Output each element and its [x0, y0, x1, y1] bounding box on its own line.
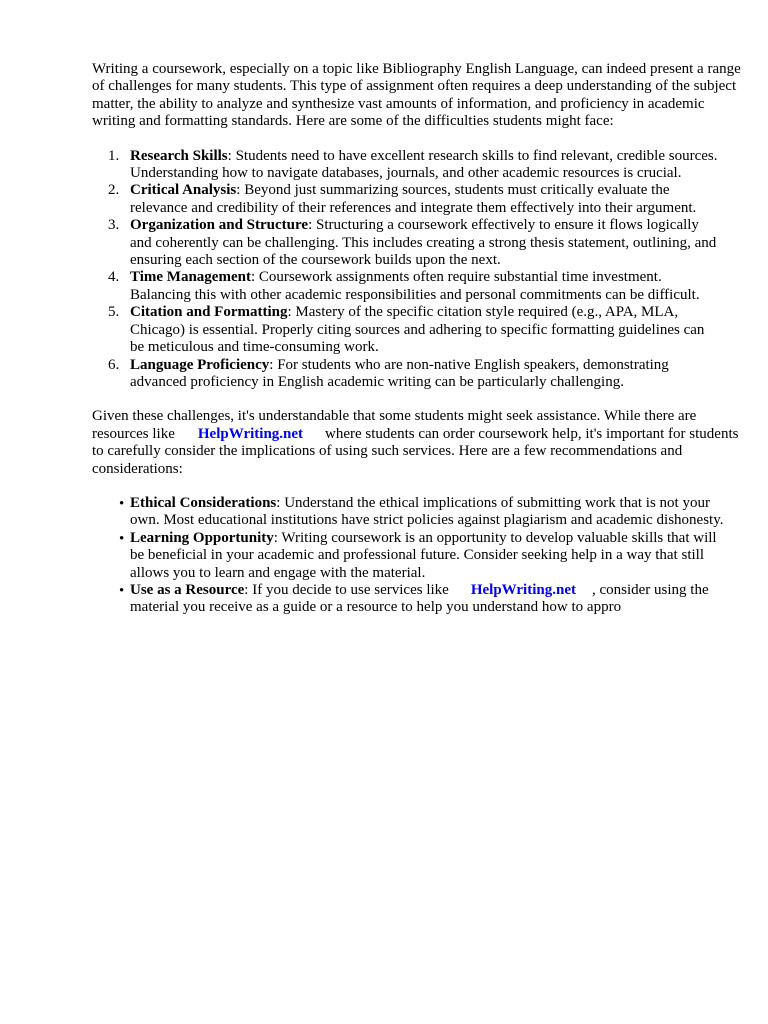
- list-item-separator: :: [269, 356, 274, 373]
- helpwriting-link[interactable]: HelpWriting.net: [197, 425, 304, 442]
- list-item-separator: :: [244, 581, 249, 598]
- list-item-separator: :: [276, 494, 281, 511]
- list-number: 5.: [108, 304, 120, 321]
- bullet-icon: •: [119, 530, 125, 547]
- document-page: [92, 61, 742, 617]
- list-item-text: Students need to have excellent research skills to find relevant, credible sources. Understanding how to navigate databases, journals, and other academic resources is crucial.: [130, 147, 718, 182]
- list-number: 1.: [108, 147, 120, 164]
- list-item-text: If you decide to use services like: [248, 581, 449, 598]
- list-item-title: Learning Opportunity: [130, 529, 274, 546]
- second-paragraph: [92, 408, 742, 478]
- list-item-title: Time Management: [130, 269, 251, 286]
- list-item-separator: :: [287, 304, 292, 321]
- list-number: 2.: [108, 182, 120, 199]
- list-item-title: Ethical Considerations: [130, 494, 277, 511]
- list-item: [92, 582, 730, 617]
- list-item: [92, 269, 720, 304]
- list-item-title: Organization and Structure: [130, 217, 309, 234]
- bullet-icon: •: [119, 582, 125, 599]
- list-item-text: Coursework assignments often require substantial time investment. Balancing this with other academic responsibilities and personal commitments can be difficult.: [130, 269, 700, 303]
- list-item-title: Critical Analysis: [130, 182, 237, 199]
- list-item-separator: :: [250, 269, 256, 286]
- list-item: [92, 495, 730, 530]
- paragraph-text: Given these challenges, it's understandable that some students might seek assistance. While there are resources like: [92, 408, 697, 442]
- list-item-text: Understand the ethical implications of submitting work that is not your own. Most educational institutions have strict policies against plagiarism and academic dishonesty.: [130, 494, 724, 529]
- list-item: [92, 304, 720, 356]
- list-item-title: Research Skills: [130, 147, 228, 164]
- intro-paragraph: Writing a coursework, especially on a topic like Bibliography English Language, can indeed present a range of challenges for many students. This type of assignment often requires a deep understanding of the subject matter, the ability to analyze and synthesize vast amounts of information, and proficiency in academic writing and formatting standards. Here are some of the difficulties students might face:: [92, 61, 741, 130]
- list-item-separator: :: [227, 147, 232, 164]
- list-item-title: Use as a Resource: [130, 581, 245, 598]
- paragraph-text: where students can order coursework help, it's important for students to carefully consider the implications of using such services. Here are a few recommendations and considerations:: [92, 425, 739, 477]
- challenges-list: [92, 148, 742, 392]
- list-number: 4.: [108, 269, 120, 286]
- list-item: [92, 357, 720, 392]
- list-number: 6.: [108, 356, 120, 373]
- list-item: [92, 182, 720, 217]
- list-item: [92, 530, 730, 582]
- list-item-text: Beyond just summarizing sources, students must critically evaluate the relevance and credibility of their references and integrate them effectively into their argument.: [130, 182, 697, 216]
- list-item-text: For students who are non-native English speakers, demonstrating advanced proficiency in English academic writing can be particularly challenging.: [130, 356, 669, 390]
- list-item-title: Language Proficiency: [130, 356, 270, 373]
- bullet-icon: •: [119, 495, 125, 512]
- list-item-separator: :: [273, 529, 278, 546]
- list-item: [92, 148, 720, 183]
- helpwriting-link[interactable]: HelpWriting.net: [470, 581, 576, 598]
- list-item-text: , consider using the material you receive as a guide or a resource to help you understand how to appro: [130, 581, 709, 616]
- recommendations-list: [92, 495, 742, 617]
- list-item-text: Structuring a coursework effectively to ensure it flows logically and coherently can be challenging. This includes creating a strong thesis statement, outlining, and ensuring each section of the coursework builds upon the next.: [130, 217, 717, 269]
- list-item-text: Mastery of the specific citation style required (e.g., APA, MLA, Chicago) is essential. Properly citing sources and adhering to specific formatting guidelines can be meticulous and time-consuming work.: [130, 304, 705, 356]
- list-item-title: Citation and Formatting: [130, 304, 288, 321]
- list-item-separator: :: [236, 182, 241, 199]
- list-item-text: Writing coursework is an opportunity to develop valuable skills that will be beneficial in your academic and professional future. Consider seeking help in a way that still allows you to learn and engage with the material.: [130, 529, 717, 581]
- list-item-separator: :: [308, 217, 313, 234]
- list-item: [92, 217, 720, 269]
- list-number: 3.: [108, 217, 120, 234]
